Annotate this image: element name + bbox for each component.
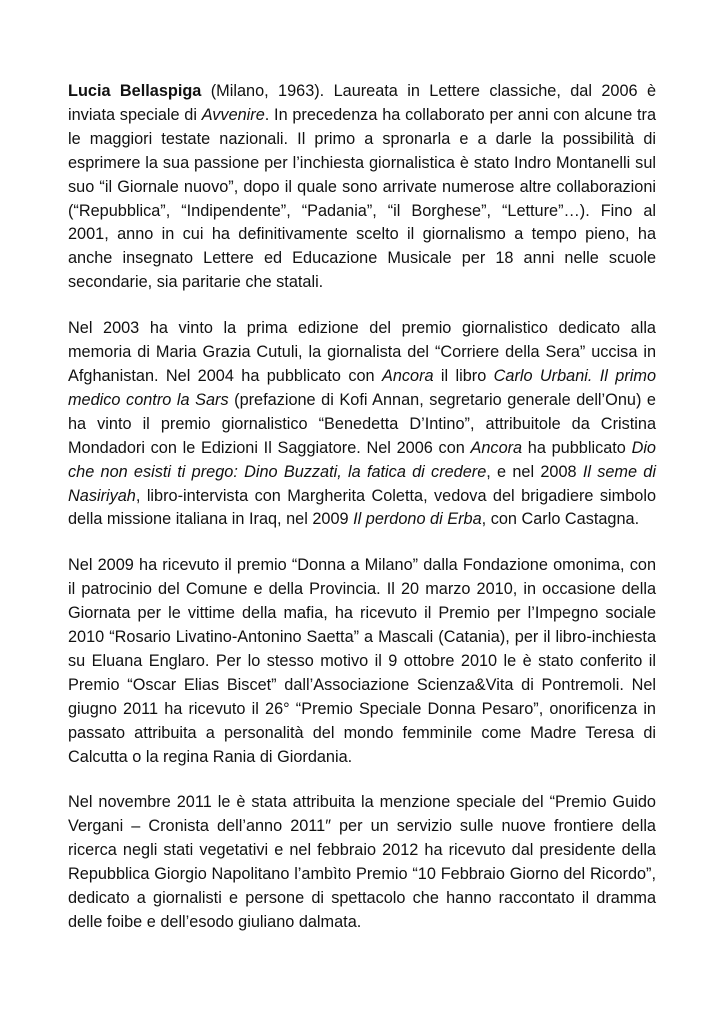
document-body — [68, 80, 656, 957]
paragraph-awards-2009 — [68, 554, 656, 769]
text-run: ha pubblicato — [522, 438, 632, 457]
text-run: il libro — [433, 366, 494, 385]
book-title: Carlo Urbani. Il primo medico contro la Sars — [68, 366, 656, 409]
publisher-name: Ancora — [470, 438, 523, 457]
text-run: (prefazione di Kofi Annan, segretario generale dell’Onu) e ha vinto il premio giornalistico “Benedetta D’Intino”, attribuitole da Cristina Mondadori con le Edizioni Il Saggiatore. Nel 2006 con — [68, 390, 656, 457]
book-title: Dio che non esisti ti prego: Dino Buzzati, la fatica di credere — [68, 438, 656, 481]
paragraph-bio — [68, 80, 656, 295]
book-title: Il perdono di Erba — [353, 510, 482, 529]
paragraph-books — [68, 317, 656, 532]
text-run: . In precedenza ha collaborato per anni con alcune tra le maggiori testate nazionali. Il primo a spronarla e a darle la possibilità di esprimere la sua passione per l’inchiesta giornalistica è stato Indro Montanelli sul suo “il Giornale nuovo”, dopo il quale sono arrivate numerose altre collaborazioni (“Repubblica”, “Indipendente”, “Padania”, “il Borghese”, “Letture”…). Fino al 2001, anno in cui ha definitivamente scelto il giornalismo a tempo pieno, ha anche insegnato Lettere ed Educazione Musicale per 18 anni nelle scuole secondarie, sia paritarie che statali. — [68, 105, 656, 292]
paragraph-awards-2011 — [68, 791, 656, 934]
book-title: Il seme di Nasiriyah — [68, 462, 656, 505]
author-name: Lucia Bellaspiga — [68, 82, 202, 100]
newspaper-title: Avvenire — [201, 105, 265, 124]
text-run: Nel 2003 ha vinto la prima edizione del premio giornalistico dedicato alla memoria di Maria Grazia Cutuli, la giornalista del “Corriere della Sera” uccisa in Afghanistan. Nel 2004 ha pubblicato con — [68, 319, 656, 385]
publisher-name: Ancora — [381, 366, 434, 385]
text-run: , e nel 2008 — [486, 462, 583, 481]
text-run: , con Carlo Castagna. — [481, 510, 640, 529]
text-run: Nel 2009 ha ricevuto il premio “Donna a Milano” dalla Fondazione omonima, con il patrocinio del Comune e della Provincia. Il 20 marzo 2010, in occasione della Giornata per le vittime della mafia, ha ricevuto il Premio per l’Impegno sociale 2010 “Rosario Livatino-Antonino Saetta” a Mascali (Catania), per il libro-inchiesta su Eluana Englaro. Per lo stesso motivo il 9 ottobre 2010 le è stato conferito il Premio “Oscar Elias Biscet” dall’Associazione Scienza&Vita di Pontremoli. Nel giugno 2011 ha ricevuto il 26° “Premio Speciale Donna Pesaro”, onorificenza in passato attribuita a personalità del mondo femminile come Madre Teresa di Calcutta o la regina Rania di Giordania. — [68, 556, 656, 766]
text-run: Nel novembre 2011 le è stata attribuita la menzione speciale del “Premio Guido Vergani – Cronista dell’anno 2011″ per un servizio sulle nuove frontiere della ricerca negli stati vegetativi e nel febbraio 2012 ha ricevuto dal presidente della Repubblica Giorgio Napolitano l’ambìto Premio “10 Febbraio Giorno del Ricordo”, dedicato a giornalisti e persone di spettacolo che hanno raccontato il dramma delle foibe e dell’esodo giuliano dalmata. — [68, 793, 656, 931]
text-run: , libro-intervista con Margherita Coletta, vedova del brigadiere simbolo della missione italiana in Iraq, nel 2009 — [68, 486, 656, 529]
text-run: (Milano, 1963). Laureata in Lettere classiche, dal 2006 è inviata speciale di — [68, 82, 656, 124]
